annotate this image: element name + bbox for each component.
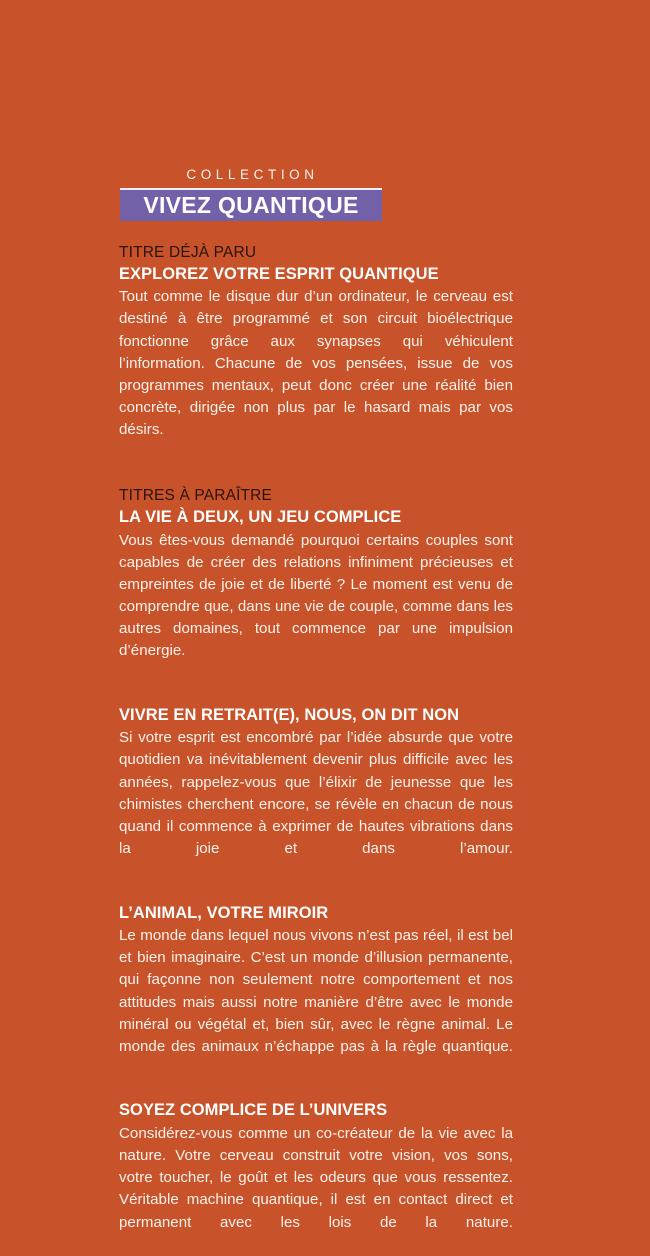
section-title: VIVRE EN RETRAIT(E), NOUS, ON DIT NON <box>119 705 460 724</box>
section-title: LA VIE À DEUX, UN JEU COMPLICE <box>119 508 402 527</box>
section-title: EXPLOREZ VOTRE ESPRIT QUANTIQUE <box>119 264 439 283</box>
collection-header <box>120 168 382 221</box>
section-body: Vous êtes-vous demandé pourquoi certains couples sont capables de créer des relations infiniment précieuses et empreintes de joie et de liberté ? Le moment est venu de comprendre que, dans une vie de couple, comme dans les autres domaines, tout commence par une impulsion d’énergie. <box>119 531 513 660</box>
section-title: SOYEZ COMPLICE DE L’UNIVERS <box>119 1101 388 1120</box>
collection-kicker-label: COLLECTION <box>186 167 319 182</box>
collection-name-banner <box>120 188 382 221</box>
section-title: L’ANIMAL, VOTRE MIROIR <box>119 903 329 922</box>
section-label: TITRE DÉJÀ PARU <box>119 243 257 261</box>
section-soyez-complice-de-lunivers <box>119 1101 513 1256</box>
section-body: Le monde dans lequel nous vivons n’est pas réel, il est bel et bien imaginaire. C’est un monde d’illusion permanente, qui façonne non seulement notre comportement et nos attitudes mais aussi notre manière d’être avec le monde minéral ou végétal et, bien sûr, avec le règne animal. Le monde des animaux n’échappe pas à la règle quantique. <box>119 927 513 1055</box>
content-column <box>119 168 513 1256</box>
collection-name-label: VIVEZ QUANTIQUE <box>143 192 359 218</box>
section-vivre-en-retraite <box>119 706 513 883</box>
section-titres-a-paraitre <box>119 487 513 685</box>
section-titre-deja-paru <box>119 244 513 464</box>
section-lanimal-votre-miroir <box>119 904 513 1081</box>
section-label: TITRES À PARAÎTRE <box>119 486 272 504</box>
section-body: Considérez-vous comme un co-créateur de la vie avec la nature. Votre cerveau construit votre vision, vos sons, votre toucher, le goût et les odeurs que vous ressentez. Véritable machine quantique, il est en contact direct et permanent avec les lois de la nature. <box>119 1124 513 1231</box>
section-body: Si votre esprit est encombré par l’idée absurde que votre quotidien va inévitablement devenir plus difficile avec les années, rappelez-vous que l’élixir de jeunesse que les chimistes cherchent encore, se révèle en chacun de nous quand il commence à exprimer de hautes vibrations dans la joie et dans l’amour. <box>119 729 513 858</box>
section-body: Tout comme le disque dur d’un ordinateur, le cerveau est destiné à être programmé et son circuit bioélectrique fonctionne grâce aux synapses qui véhiculent l’information. Chacune de vos pensées, issue de vos programmes mentaux, peut donc créer une réalité bien concrète, dirigée non plus par le hasard mais par vos désirs. <box>119 288 513 439</box>
